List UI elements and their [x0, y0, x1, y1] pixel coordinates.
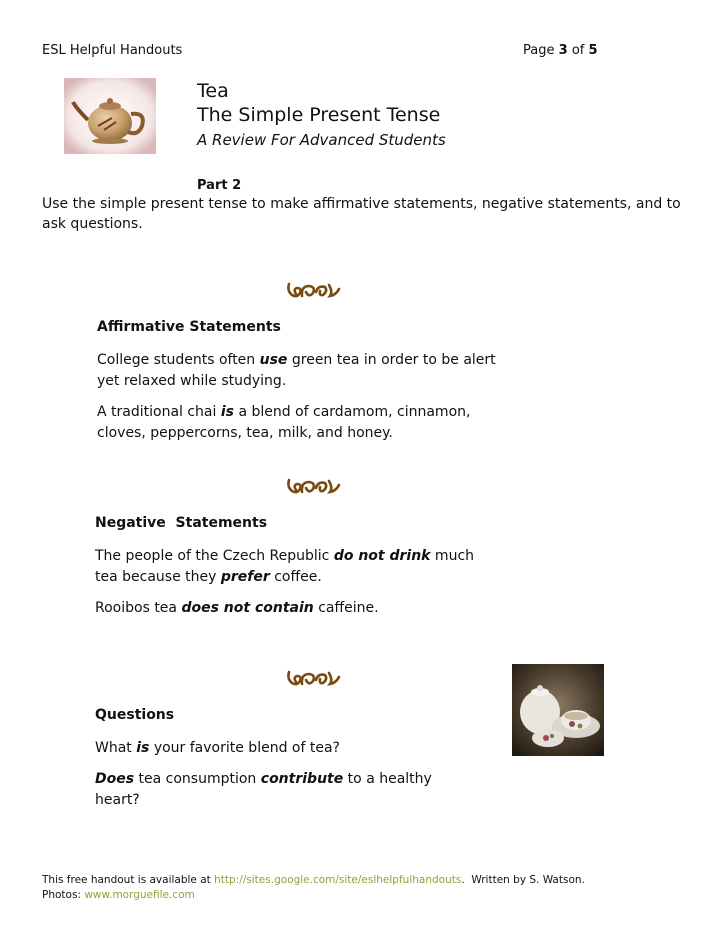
emphasis-verb: use: [259, 352, 288, 368]
sentence-text: your favorite blend of tea?: [149, 740, 340, 756]
emphasis-verb: is: [220, 404, 234, 420]
footer-text: . Written by S. Watson.: [461, 874, 585, 886]
negative-statement-1: [95, 546, 495, 588]
sentence-text: caffeine.: [313, 600, 379, 616]
page-of: of: [571, 43, 585, 58]
affirmative-statement-1: [97, 350, 497, 392]
footer-text: This free handout is available at: [42, 874, 215, 886]
footer: [42, 873, 585, 903]
ornament-icon: [283, 281, 343, 301]
ornament-divider: [283, 281, 343, 301]
page-total: 5: [588, 43, 598, 58]
title-tense: The Simple Present Tense: [197, 104, 441, 126]
sentence-text: green tea in order to be alert yet relaxed while studying.: [97, 352, 496, 389]
part-label: Part 2: [197, 178, 242, 193]
ornament-icon: [283, 669, 343, 689]
sentence-text: to a healthy heart?: [95, 771, 432, 808]
emphasis-verb: is: [136, 740, 150, 756]
negative-heading: Negative Statements: [95, 515, 268, 531]
ornament-divider: [283, 669, 343, 689]
sentence-text: a blend of cardamom, cinnamon, cloves, peppercorns, tea, milk, and honey.: [97, 404, 471, 441]
sentence-text: tea consumption: [134, 771, 261, 787]
sentence-text: A traditional chai: [97, 404, 221, 420]
sentence-text: Rooibos tea: [95, 600, 182, 616]
teapot-photo: [64, 78, 156, 154]
sentence-text: The people of the Czech Republic: [95, 548, 334, 564]
emphasis-verb: does not contain: [181, 600, 314, 616]
page-indicator: [523, 43, 598, 58]
emphasis-verb: prefer: [220, 569, 270, 585]
morguefile-link[interactable]: www.morguefile.com: [84, 889, 195, 901]
question-1: [95, 738, 495, 759]
subtitle: A Review For Advanced Students: [197, 131, 446, 149]
sentence-text: What: [95, 740, 137, 756]
header-title: ESL Helpful Handouts: [42, 43, 183, 58]
ornament-divider: [283, 477, 343, 497]
emphasis-verb: do not drink: [333, 548, 431, 564]
page-current: 3: [558, 43, 568, 58]
question-2: [95, 769, 465, 811]
footer-line-2: [42, 888, 585, 903]
affirmative-heading: Affirmative Statements: [97, 319, 281, 335]
teacups-photo: [512, 664, 604, 756]
footer-text: Photos:: [42, 889, 85, 901]
handouts-link[interactable]: http://sites.google.com/site/eslhelpfulhandouts: [214, 874, 462, 886]
ornament-icon: [283, 477, 343, 497]
footer-line-1: [42, 873, 585, 888]
sentence-text: much tea because they: [95, 548, 475, 585]
intro-text: Use the simple present tense to make affirmative statements, negative statements, and to ask questions.: [42, 196, 681, 232]
emphasis-verb: Does: [95, 771, 135, 787]
questions-heading: Questions: [95, 707, 175, 723]
affirmative-statement-2: [97, 402, 497, 444]
emphasis-verb: contribute: [260, 771, 344, 787]
sentence-text: coffee.: [269, 569, 322, 585]
page-word: Page: [523, 43, 555, 58]
negative-statement-2: [95, 598, 495, 619]
sentence-text: College students often: [97, 352, 260, 368]
title-tea: Tea: [197, 80, 229, 102]
